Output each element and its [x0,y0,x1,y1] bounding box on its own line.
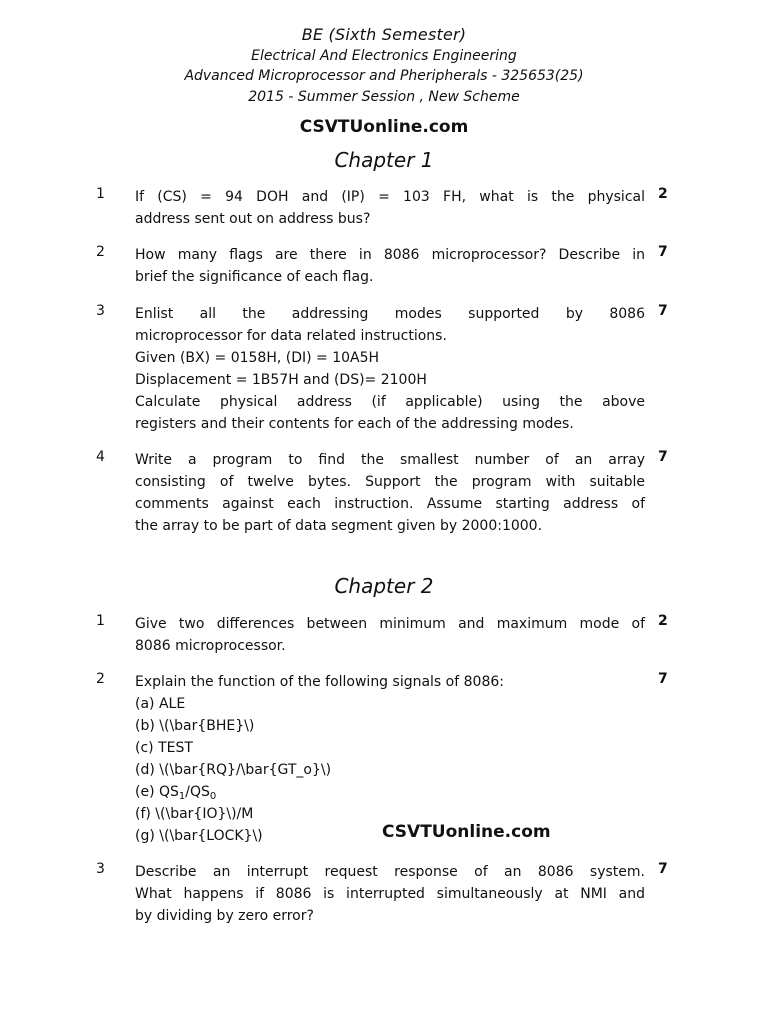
text-line: How many flags are there in 8086 microprocessor? Describe in [135,247,645,263]
text-line: (a) ALE [135,696,186,712]
text-line: microprocessor for data related instructions. [135,328,447,344]
text-line: Given (BX) = 0158H, (DI) = 10A5H [135,350,380,366]
text-line: 8086 microprocessor. [135,638,286,654]
text-line: address sent out on address bus? [135,211,371,227]
qs-subscript-1: 1 [178,791,186,802]
text-line: Displacement = 1B57H and (DS)= 2100H [135,372,427,388]
question-number: 2 [96,671,105,687]
qs-subscript-0: 0 [209,791,217,802]
text-line: (b) \(\bar{BHE}\) [135,718,255,734]
text-line: What happens if 8086 is interrupted simultaneously at NMI and [135,886,645,902]
chapter-1-heading: Chapter 1 [334,148,434,172]
text-line: consisting of twelve bytes. Support the program with suitable [135,474,645,490]
site-brand: CSVTUonline.com [299,117,469,137]
question-text [135,613,645,657]
question-text [135,449,645,537]
question-number: 1 [96,613,105,629]
question-marks: 7 [658,671,668,687]
question-marks: 2 [658,186,668,202]
text-line: the array to be part of data segment given by 2000:1000. [135,518,543,534]
text-line: Calculate physical address (if applicable) using the above [135,394,645,410]
question-number: 2 [96,244,105,260]
question-number: 3 [96,303,105,319]
session-name: 2015 - Summer Session , New Scheme [248,89,520,105]
chapter-2-heading: Chapter 2 [334,574,434,598]
question-text [135,303,645,435]
question-marks: 2 [658,613,668,629]
text-line: If (CS) = 94 DOH and (IP) = 103 FH, what is the physical [135,189,645,205]
text-line: (c) TEST [135,740,193,756]
text-line: (g) \(\bar{LOCK}\) [135,828,263,844]
subject-name: Advanced Microprocessor and Pheripherals - 325653(25) [184,68,584,84]
question-marks: 7 [658,303,668,319]
site-brand-watermark: CSVTUonline.com [382,822,551,842]
text-line: by dividing by zero error? [135,908,314,924]
text-line [135,781,645,803]
question-number: 4 [96,449,105,465]
question-number: 1 [96,186,105,202]
text-line: Give two differences between minimum and maximum mode of [135,616,645,632]
text-line: Describe an interrupt request response of an 8086 system. [135,864,645,880]
text-line: comments against each instruction. Assume starting address of [135,496,645,512]
text-line: brief the significance of each flag. [135,269,374,285]
text-line: (f) \(\bar{IO}\)/M [135,806,254,822]
text-line: Enlist all the addressing modes supported by 8086 [135,306,645,322]
text-line: Explain the function of the following signals of 8086: [135,674,504,690]
text-line: (d) \(\bar{RQ}/\bar{GT_o}\) [135,762,332,778]
text-line: Write a program to find the smallest number of an array [135,452,645,468]
question-marks: 7 [658,449,668,465]
question-marks: 7 [658,244,668,260]
question-number: 3 [96,861,105,877]
question-text [135,861,645,927]
question-marks: 7 [658,861,668,877]
exam-title: BE (Sixth Semester) [301,25,467,44]
text-line: registers and their contents for each of the addressing modes. [135,416,574,432]
question-text [135,244,645,288]
qs-middle: /QS [185,784,210,800]
branch-name: Electrical And Electronics Engineering [251,48,517,64]
question-text [135,671,645,847]
question-text [135,186,645,230]
qs-prefix: (e) QS [135,784,179,800]
